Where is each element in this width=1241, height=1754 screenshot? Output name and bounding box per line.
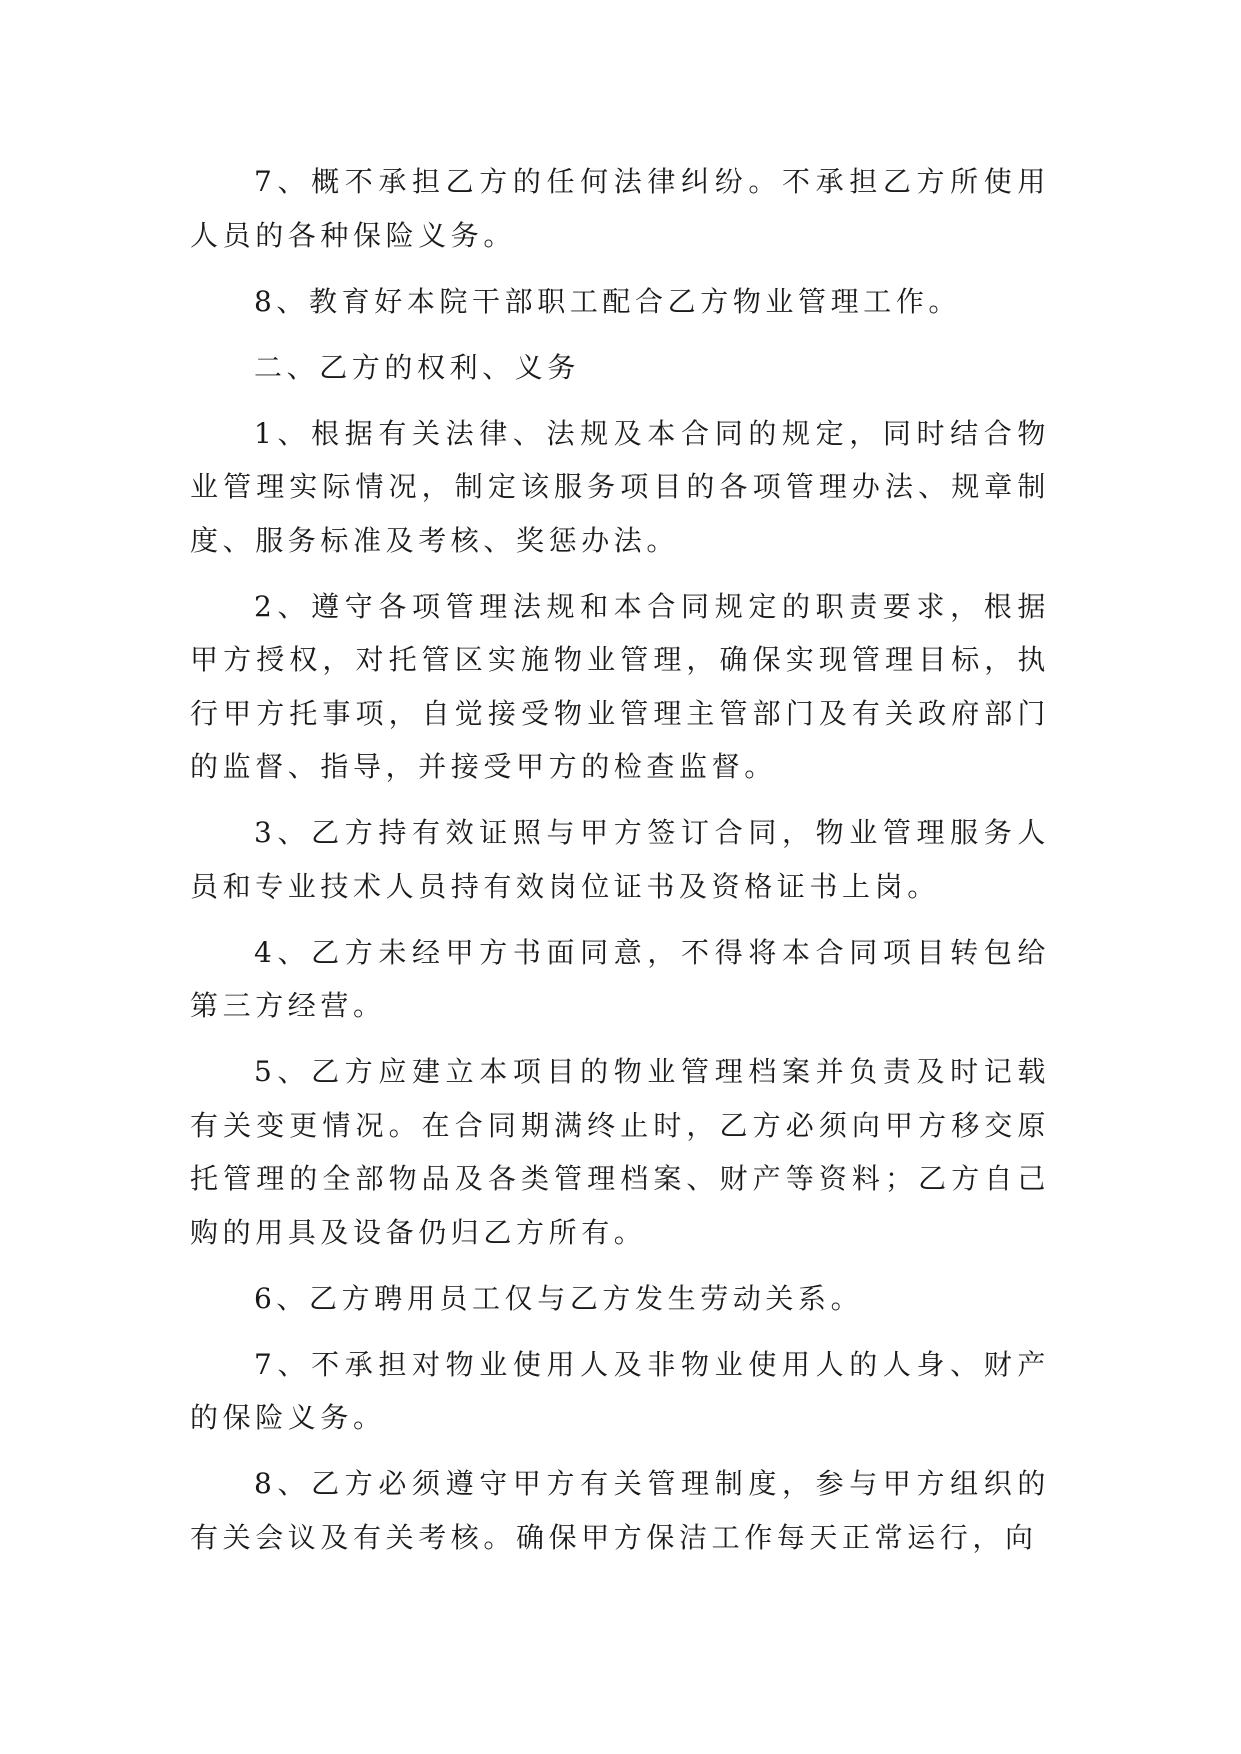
paragraph-party-b-item-1: 1、根据有关法律、法规及本合同的规定，同时结合物业管理实际情况，制定该服务项目的各项管理办法、规章制度、服务标准及考核、奖惩办法。 [190, 416, 1050, 557]
section-heading-party-b-rights: 二、乙方的权利、义务 [254, 350, 581, 384]
paragraph-party-b-item-2: 2、遵守各项管理法规和本合同规定的职责要求，根据甲方授权，对托管区实施物业管理，确保实现管理目标，执行甲方托事项，自觉接受物业管理主管部门及有关政府部门的监督、指导，并接受甲方的检查监督。 [190, 589, 1050, 783]
document-body [190, 155, 1050, 1577]
paragraph-party-b-item-4: 4、乙方未经甲方书面同意，不得将本合同项目转包给第三方经营。 [190, 935, 1050, 1022]
paragraph-party-b-item-3: 3、乙方持有效证照与甲方签订合同，物业管理服务人员和专业技术人员持有效岗位证书及资格证书上岗。 [190, 816, 1050, 903]
paragraph-party-b-item-6: 6、乙方聘用员工仅与乙方发生劳动关系。 [254, 1281, 864, 1315]
paragraph-party-a-duty-8: 8、教育好本院干部职工配合乙方物业管理工作。 [254, 284, 962, 318]
paragraph-party-a-duty-7: 7、概不承担乙方的任何法律纠纷。不承担乙方所使用人员的各种保险义务。 [190, 165, 1050, 252]
paragraph-party-b-item-8: 8、乙方必须遵守甲方有关管理制度，参与甲方组织的有关会议及有关考核。确保甲方保洁工作每天正常运行，向 [190, 1467, 1050, 1554]
paragraph-party-b-item-7: 7、不承担对物业使用人及非物业使用人的人身、财产的保险义务。 [190, 1347, 1050, 1434]
paragraph-party-b-item-5: 5、乙方应建立本项目的物业管理档案并负责及时记载有关变更情况。在合同期满终止时，乙方必须向甲方移交原托管理的全部物品及各类管理档案、财产等资料；乙方自己购的用具及设备仍归乙方所有。 [190, 1055, 1050, 1249]
